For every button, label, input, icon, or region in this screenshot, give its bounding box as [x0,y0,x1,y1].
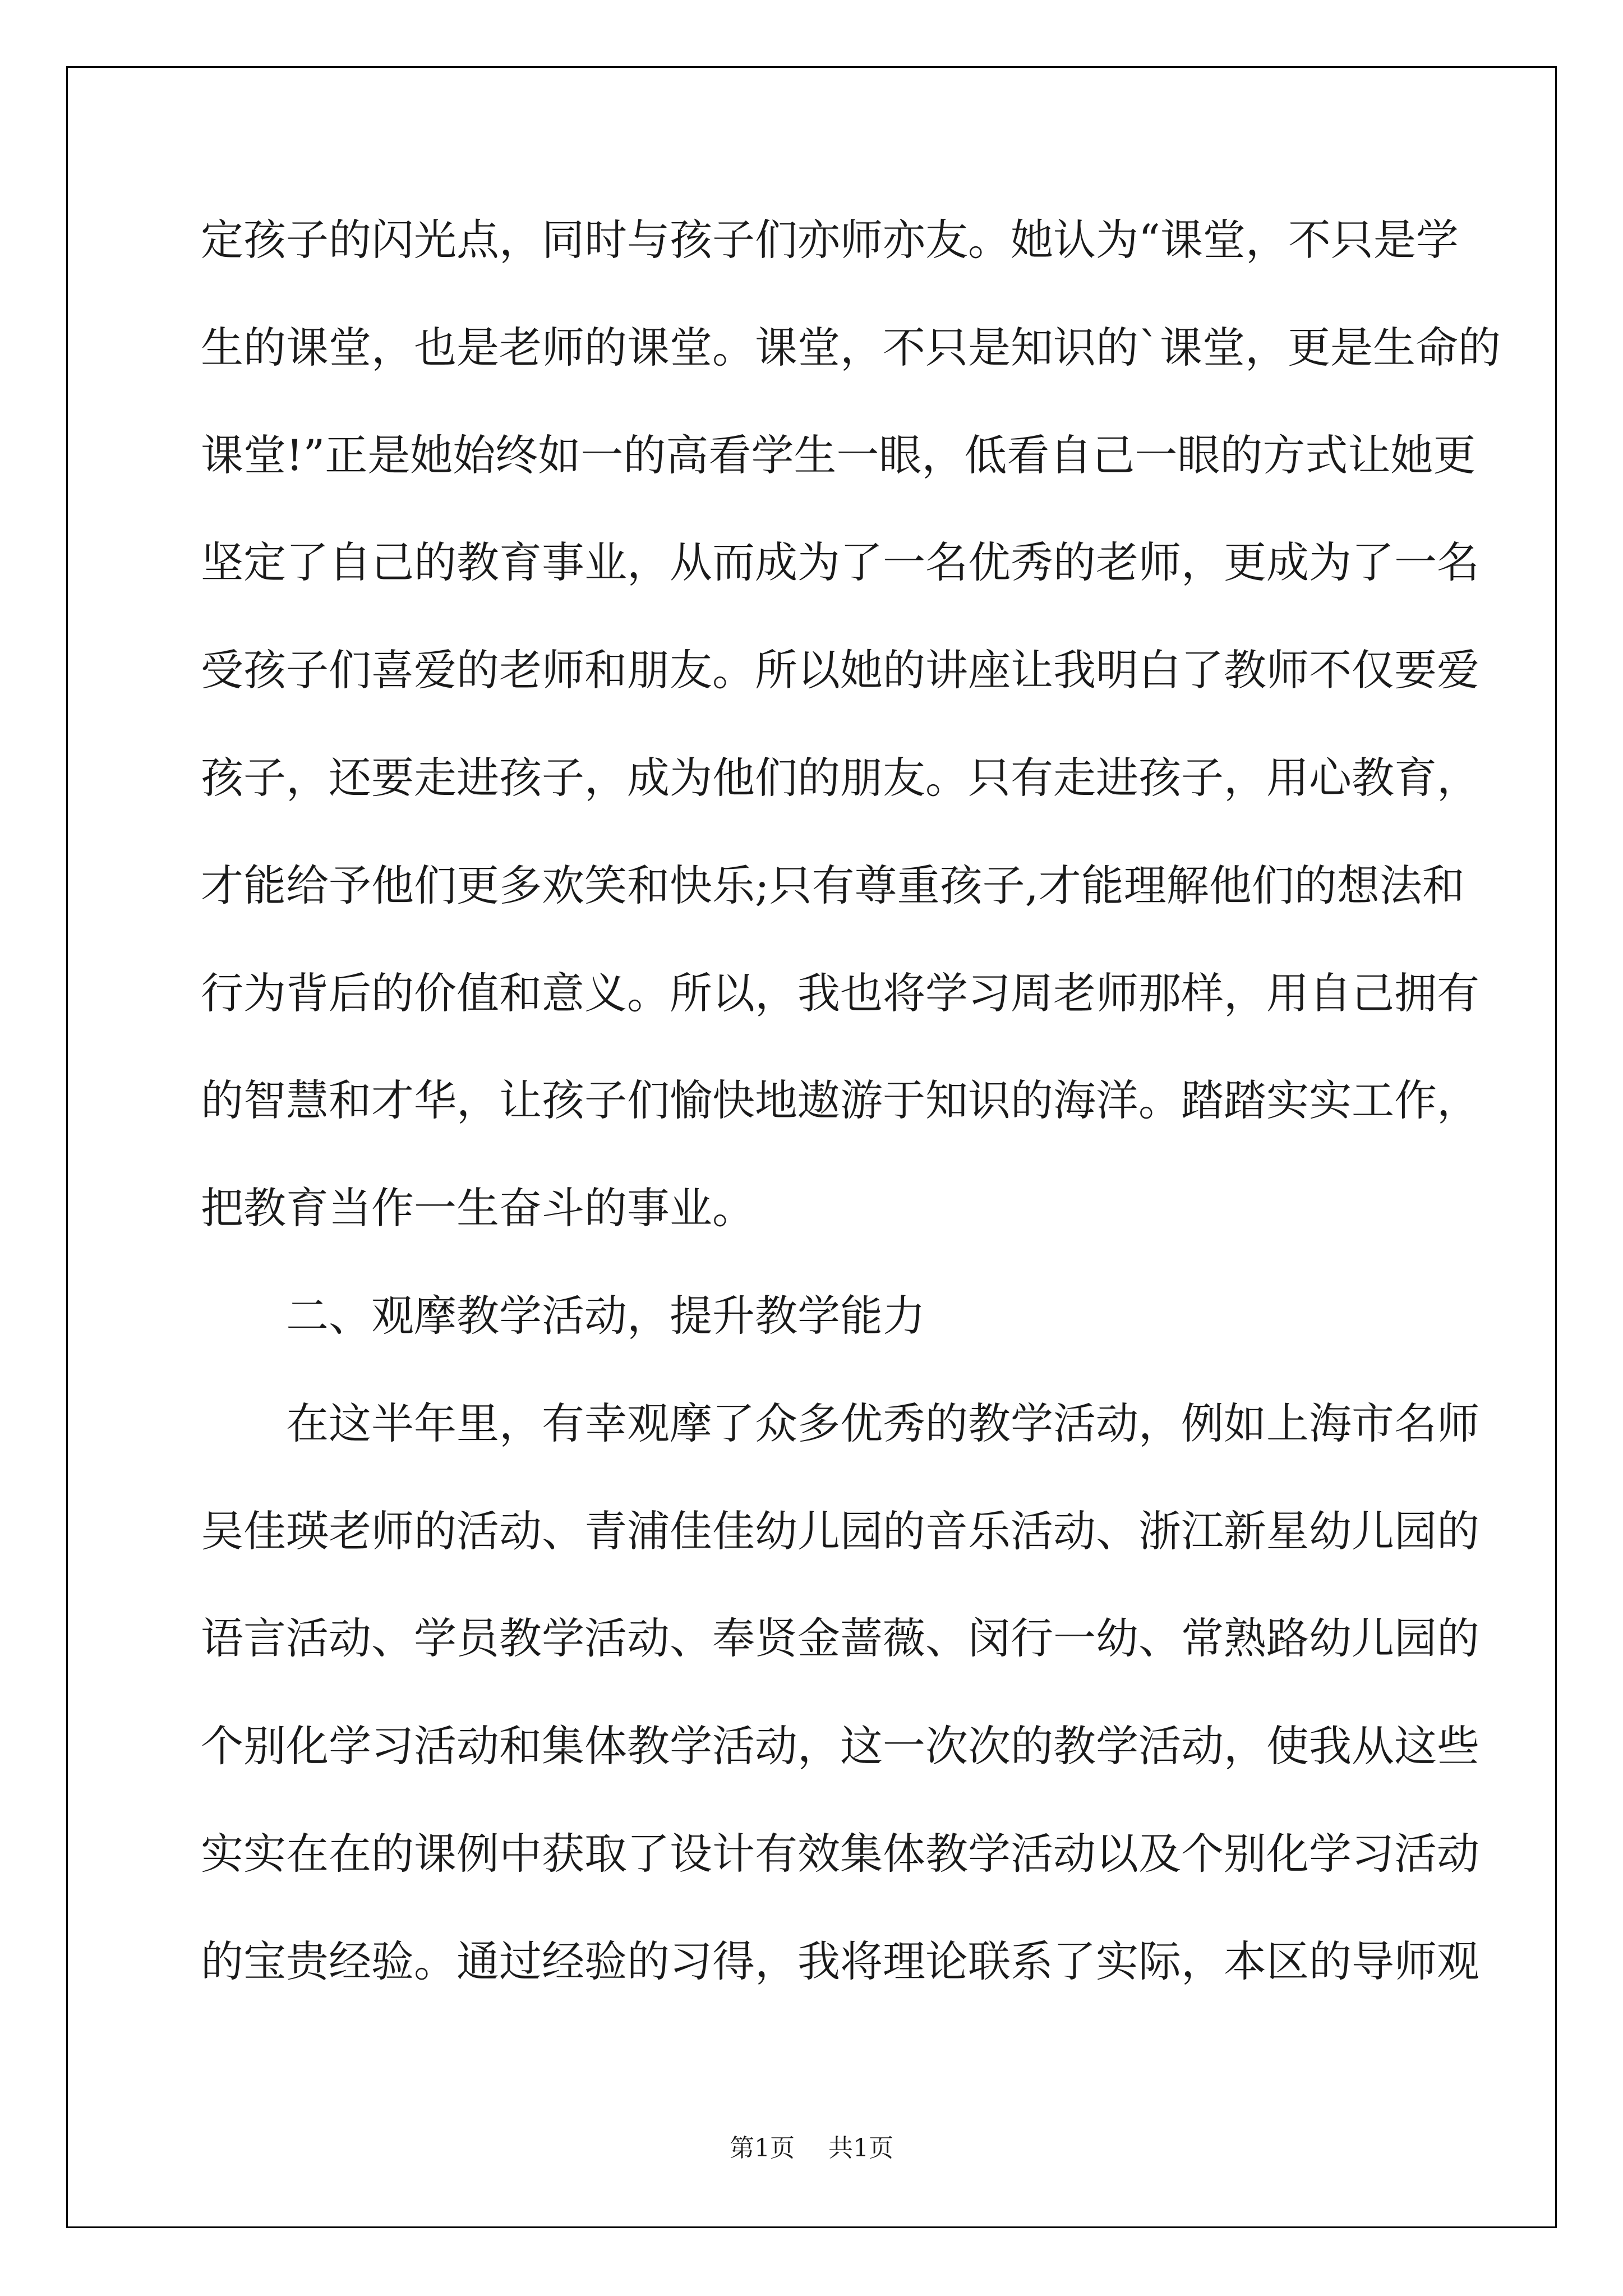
paragraph-line: 个别化学习活动和集体教学活动，这一次次的教学活动，使我从这些 [201,1721,1479,1772]
paragraph-line: 才能给予他们更多欢笑和快乐;只有尊重孩子,才能理解他们的想法和 [201,860,1465,910]
document-body [201,213,1501,2042]
paragraph-line: 孩子，还要走进孩子，成为他们的朋友。只有走进孩子，用心教育， [201,752,1479,803]
paragraph-line: 把教育当作一生奋斗的事业。 [201,1183,755,1234]
paragraph-line: 课堂!”正是她始终如一的高看学生一眼，低看自己一眼的方式让她更 [201,430,1476,480]
paragraph-line: 生的课堂，也是老师的课堂。课堂，不只是知识的`课堂，更是生命的 [201,322,1501,372]
page-number: 第1页 [730,2134,795,2162]
paragraph-line: 的智慧和才华，让孩子们愉快地遨游于知识的海洋。踏踏实实工作， [201,1075,1479,1126]
paragraph-line: 在这半年里，有幸观摩了众多优秀的教学活动，例如上海市名师 [286,1398,1479,1448]
page-total: 共1页 [828,2134,893,2162]
paragraph-line: 受孩子们喜爱的老师和朋友。所以她的讲座让我明白了教师不仅要爱 [201,645,1479,696]
paragraph-line: 语言活动、学员教学活动、奉贤金蔷薇、闵行一幼、常熟路幼儿园的 [201,1613,1479,1664]
paragraph-line: 的宝贵经验。通过经验的习得，我将理论联系了实际，本区的导师观 [201,1936,1479,1986]
paragraph-line: 吴佳瑛老师的活动、青浦佳佳幼儿园的音乐活动、浙江新星幼儿园的 [201,1506,1479,1556]
page-footer [0,2132,1623,2165]
section-heading: 二、观摩教学活动，提升教学能力 [286,1290,925,1341]
paragraph-line: 定孩子的闪光点，同时与孩子们亦师亦友。她认为“课堂，不只是学 [201,215,1459,265]
paragraph-line: 实实在在的课例中获取了设计有效集体教学活动以及个别化学习活动 [201,1828,1479,1879]
paragraph-line: 坚定了自己的教育事业，从而成为了一名优秀的老师，更成为了一名 [201,537,1479,588]
paragraph-line: 行为背后的价值和意义。所以，我也将学习周老师那样，用自己拥有 [201,968,1479,1018]
